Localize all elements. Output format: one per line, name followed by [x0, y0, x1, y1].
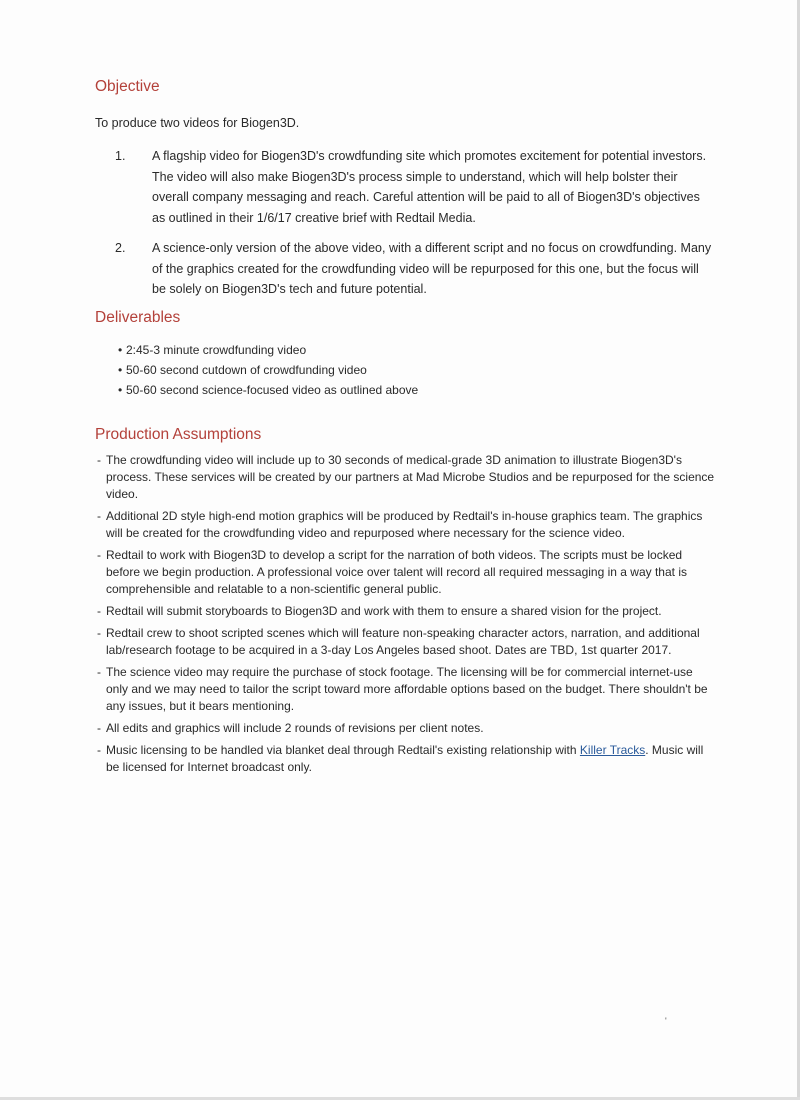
killer-tracks-link[interactable]: Killer Tracks [579, 743, 646, 757]
objective-heading: Objective [95, 78, 160, 95]
list-item [97, 603, 717, 620]
dash-marker: - [97, 453, 101, 467]
objective-item [115, 238, 715, 300]
assumptions-heading: Production Assumptions [95, 426, 262, 443]
assumptions-list [97, 452, 717, 781]
deliverable-text: 50-60 second science-focused video as outlined above [126, 383, 419, 397]
assumption-text: All edits and graphics will include 2 rounds of revisions per client notes. [106, 721, 484, 735]
assumption-text: The science video may require the purchase of stock footage. The licensing will be for commercial internet-use only and we may need to tailor the script toward more affordable options based on the budget. There shouldn't be any issues, but it bears mentioning. [106, 665, 708, 713]
deliverables-list [118, 340, 418, 400]
dash-marker: - [97, 721, 101, 735]
list-item [118, 360, 418, 380]
deliverable-text: 2:45-3 minute crowdfunding video [126, 343, 307, 357]
list-item [97, 508, 717, 542]
bullet-icon: • [118, 383, 123, 397]
list-item [97, 742, 717, 776]
bullet-icon: • [118, 343, 123, 357]
objective-intro: To produce two videos for Biogen3D. [95, 116, 300, 130]
item-text: A science-only version of the above video, with a different script and no focus on crowdfunding. Many of the graphics created for the crowdfunding video will be repurposed for this one, but the focus will be solely on Biogen3D's tech and future potential. [152, 241, 712, 296]
objective-list [115, 146, 715, 300]
item-text: A flagship video for Biogen3D's crowdfunding site which promotes excitement for potential investors. The video will also make Biogen3D's process simple to understand, which will help bolster their overall company messaging and reach. Careful attention will be paid to all of Biogen3D's objectives as outlined in their 1/6/17 creative brief with Redtail Media. [152, 149, 707, 225]
list-item [97, 664, 717, 715]
assumption-text: Additional 2D style high-end motion graphics will be produced by Redtail's in-house graphics team. The graphics will be created for the crowdfunding video and repurposed where necessary for the science video. [106, 509, 703, 540]
deliverable-text: 50-60 second cutdown of crowdfunding video [126, 363, 367, 377]
dash-marker: - [97, 509, 101, 523]
music-text-after: . Music will be licensed for Internet broadcast only. [106, 743, 704, 774]
dash-marker: - [97, 626, 101, 640]
scan-mark: ' [665, 1016, 667, 1026]
dash-marker: - [97, 548, 101, 562]
list-item [97, 720, 717, 737]
assumption-text: Redtail will submit storyboards to Biogen3D and work with them to ensure a shared vision for the project. [106, 604, 662, 618]
list-item [118, 340, 418, 360]
music-text-before: Music licensing to be handled via blanket deal through Redtail's existing relationship with [106, 743, 580, 757]
assumption-text [106, 742, 716, 776]
objective-item [115, 146, 715, 228]
dash-marker: - [97, 665, 101, 679]
list-item [97, 452, 717, 503]
list-item [118, 380, 418, 400]
item-number: 1. [115, 149, 126, 163]
deliverables-heading: Deliverables [95, 309, 181, 326]
list-item [97, 625, 717, 659]
dash-marker: - [97, 604, 101, 618]
item-number: 2. [115, 241, 126, 255]
list-item [97, 547, 717, 598]
assumption-text: The crowdfunding video will include up to 30 seconds of medical-grade 3D animation to illustrate Biogen3D's process. These services will be created by our partners at Mad Microbe Studios and be repurposed for the science video. [106, 453, 715, 501]
bullet-icon: • [118, 363, 123, 377]
assumption-text: Redtail crew to shoot scripted scenes which will feature non-speaking character actors, narration, and additional lab/research footage to be acquired in a 3-day Los Angeles based shoot. Dates are TBD, 1st quarter 2017. [106, 626, 700, 657]
dash-marker: - [97, 743, 101, 757]
assumption-text: Redtail to work with Biogen3D to develop a script for the narration of both videos. The scripts must be locked before we begin production. A professional voice over talent will record all required messaging in a way that is comprehensible and relatable to a non-scientific general public. [106, 548, 687, 596]
